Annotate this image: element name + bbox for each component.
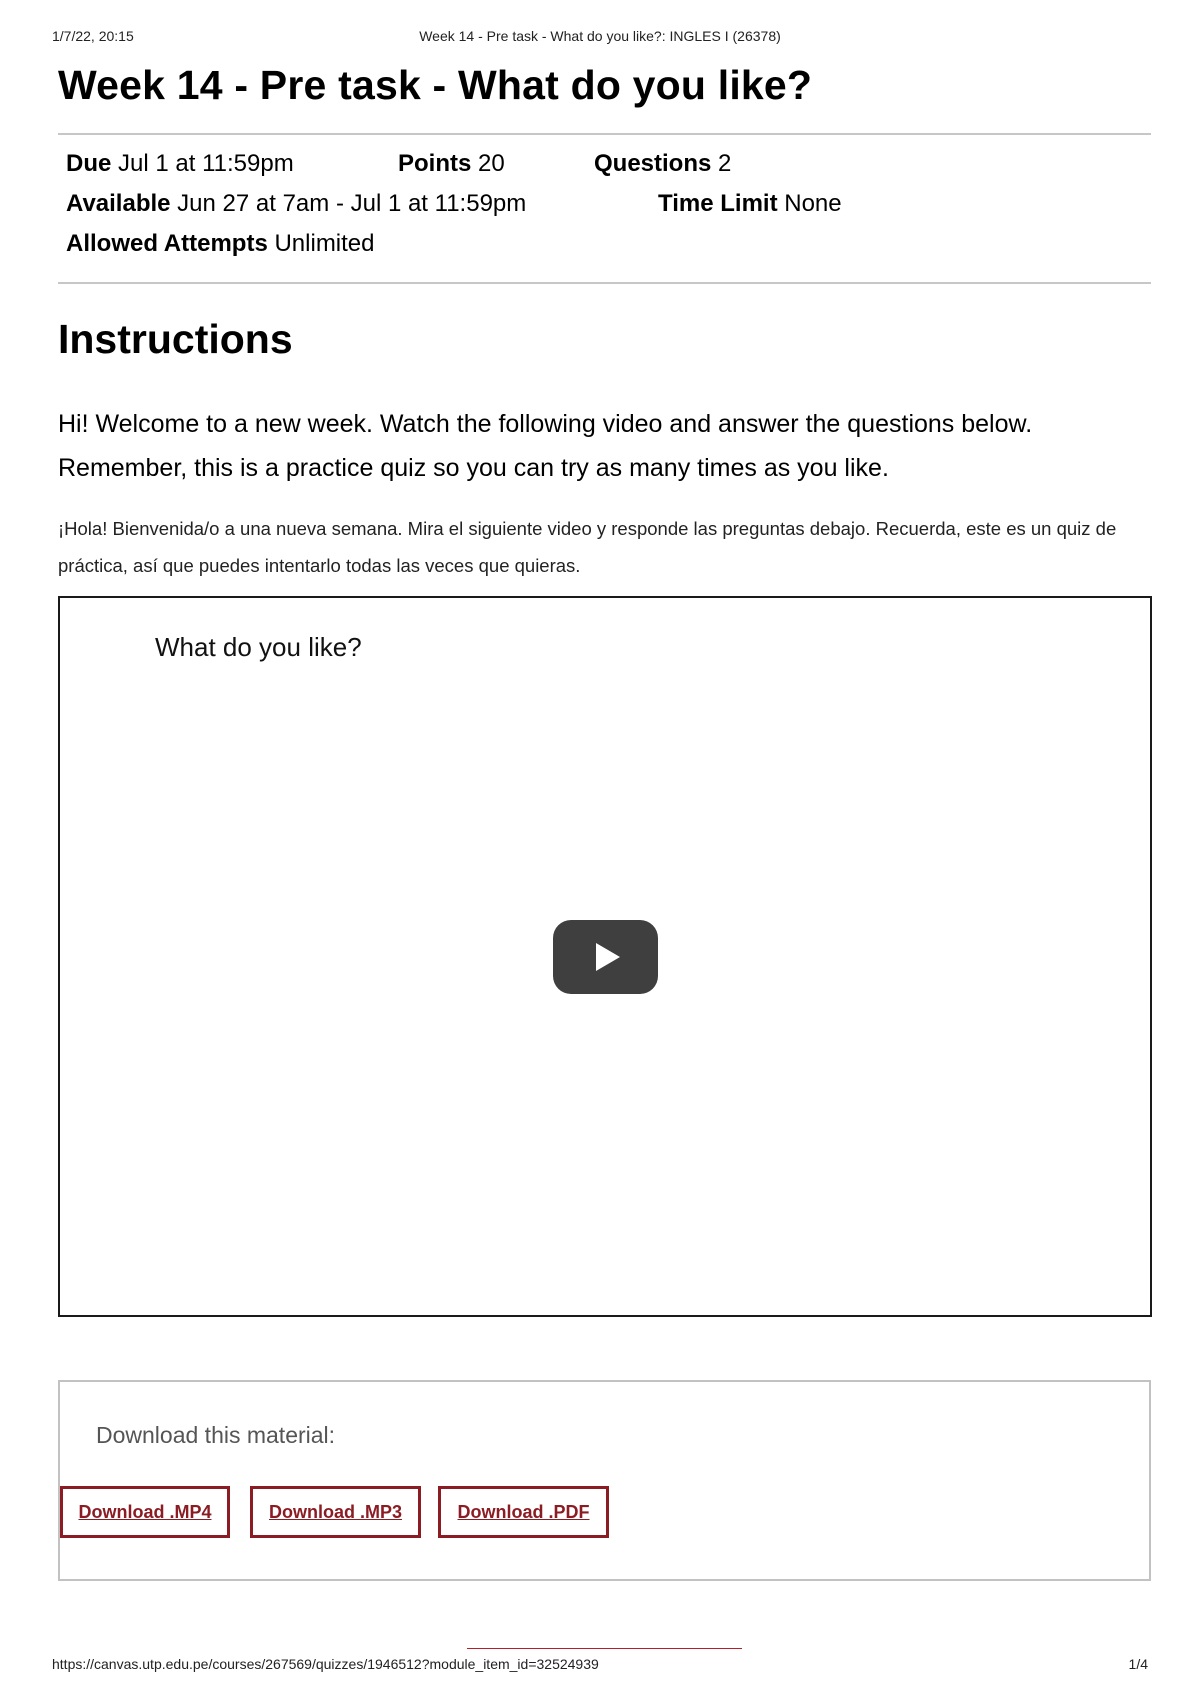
- print-doc-title: Week 14 - Pre task - What do you like?: INGLES I (26378): [419, 28, 781, 44]
- download-heading: Download this material:: [96, 1422, 336, 1448]
- page-url: https://canvas.utp.edu.pe/courses/267569/quizzes/1946512?module_item_id=32524939: [52, 1656, 599, 1672]
- time-limit-value: None: [784, 190, 842, 217]
- available-value: Jun 27 at 7am - Jul 1 at 11:59pm: [177, 190, 527, 217]
- footer-accent-line: [467, 1648, 742, 1649]
- page-number: 1/4: [1128, 1656, 1148, 1672]
- video-player[interactable]: [58, 596, 1152, 1317]
- play-button[interactable]: [553, 920, 658, 994]
- time-limit-label: Time Limit: [658, 190, 778, 217]
- download-pdf-button[interactable]: Download .PDF: [438, 1486, 609, 1538]
- download-panel: [58, 1380, 1151, 1581]
- instructions-spanish: ¡Hola! Bienvenida/o a una nueva semana. Mira el siguiente video y responde las preguntas debajo. Recuerda, este es un quiz de práctica, así que puedes intentarlo todas las veces que quieras.: [58, 518, 1117, 576]
- divider-bottom: [58, 282, 1151, 284]
- download-mp3-button[interactable]: Download .MP3: [250, 1486, 421, 1538]
- download-mp4-button[interactable]: Download .MP4: [60, 1486, 230, 1538]
- due-detail: [66, 150, 294, 178]
- questions-value: 2: [718, 150, 732, 177]
- print-datetime: 1/7/22, 20:15: [52, 28, 134, 44]
- print-footer: [52, 1656, 1148, 1676]
- questions-detail: [594, 150, 731, 178]
- points-label: Points: [398, 150, 472, 177]
- video-title: What do you like?: [155, 632, 362, 662]
- time-limit-detail: [658, 190, 842, 218]
- due-label: Due: [66, 150, 112, 177]
- attempts-detail: [66, 230, 375, 258]
- page-title: Week 14 - Pre task - What do you like?: [58, 62, 813, 108]
- questions-label: Questions: [594, 150, 712, 177]
- instructions-english: Hi! Welcome to a new week. Watch the following video and answer the questions below. Remember, this is a practice quiz so you can try as many times as you like.: [58, 410, 1033, 482]
- play-icon: [553, 920, 658, 994]
- due-value: Jul 1 at 11:59pm: [118, 150, 294, 177]
- print-header: [52, 28, 1148, 48]
- attempts-label: Allowed Attempts: [66, 230, 268, 257]
- attempts-value: Unlimited: [274, 230, 375, 257]
- instructions-heading: Instructions: [58, 316, 293, 362]
- divider-top: [58, 133, 1151, 135]
- points-detail: [398, 150, 505, 178]
- available-label: Available: [66, 190, 171, 217]
- points-value: 20: [478, 150, 505, 177]
- available-detail: [66, 190, 526, 218]
